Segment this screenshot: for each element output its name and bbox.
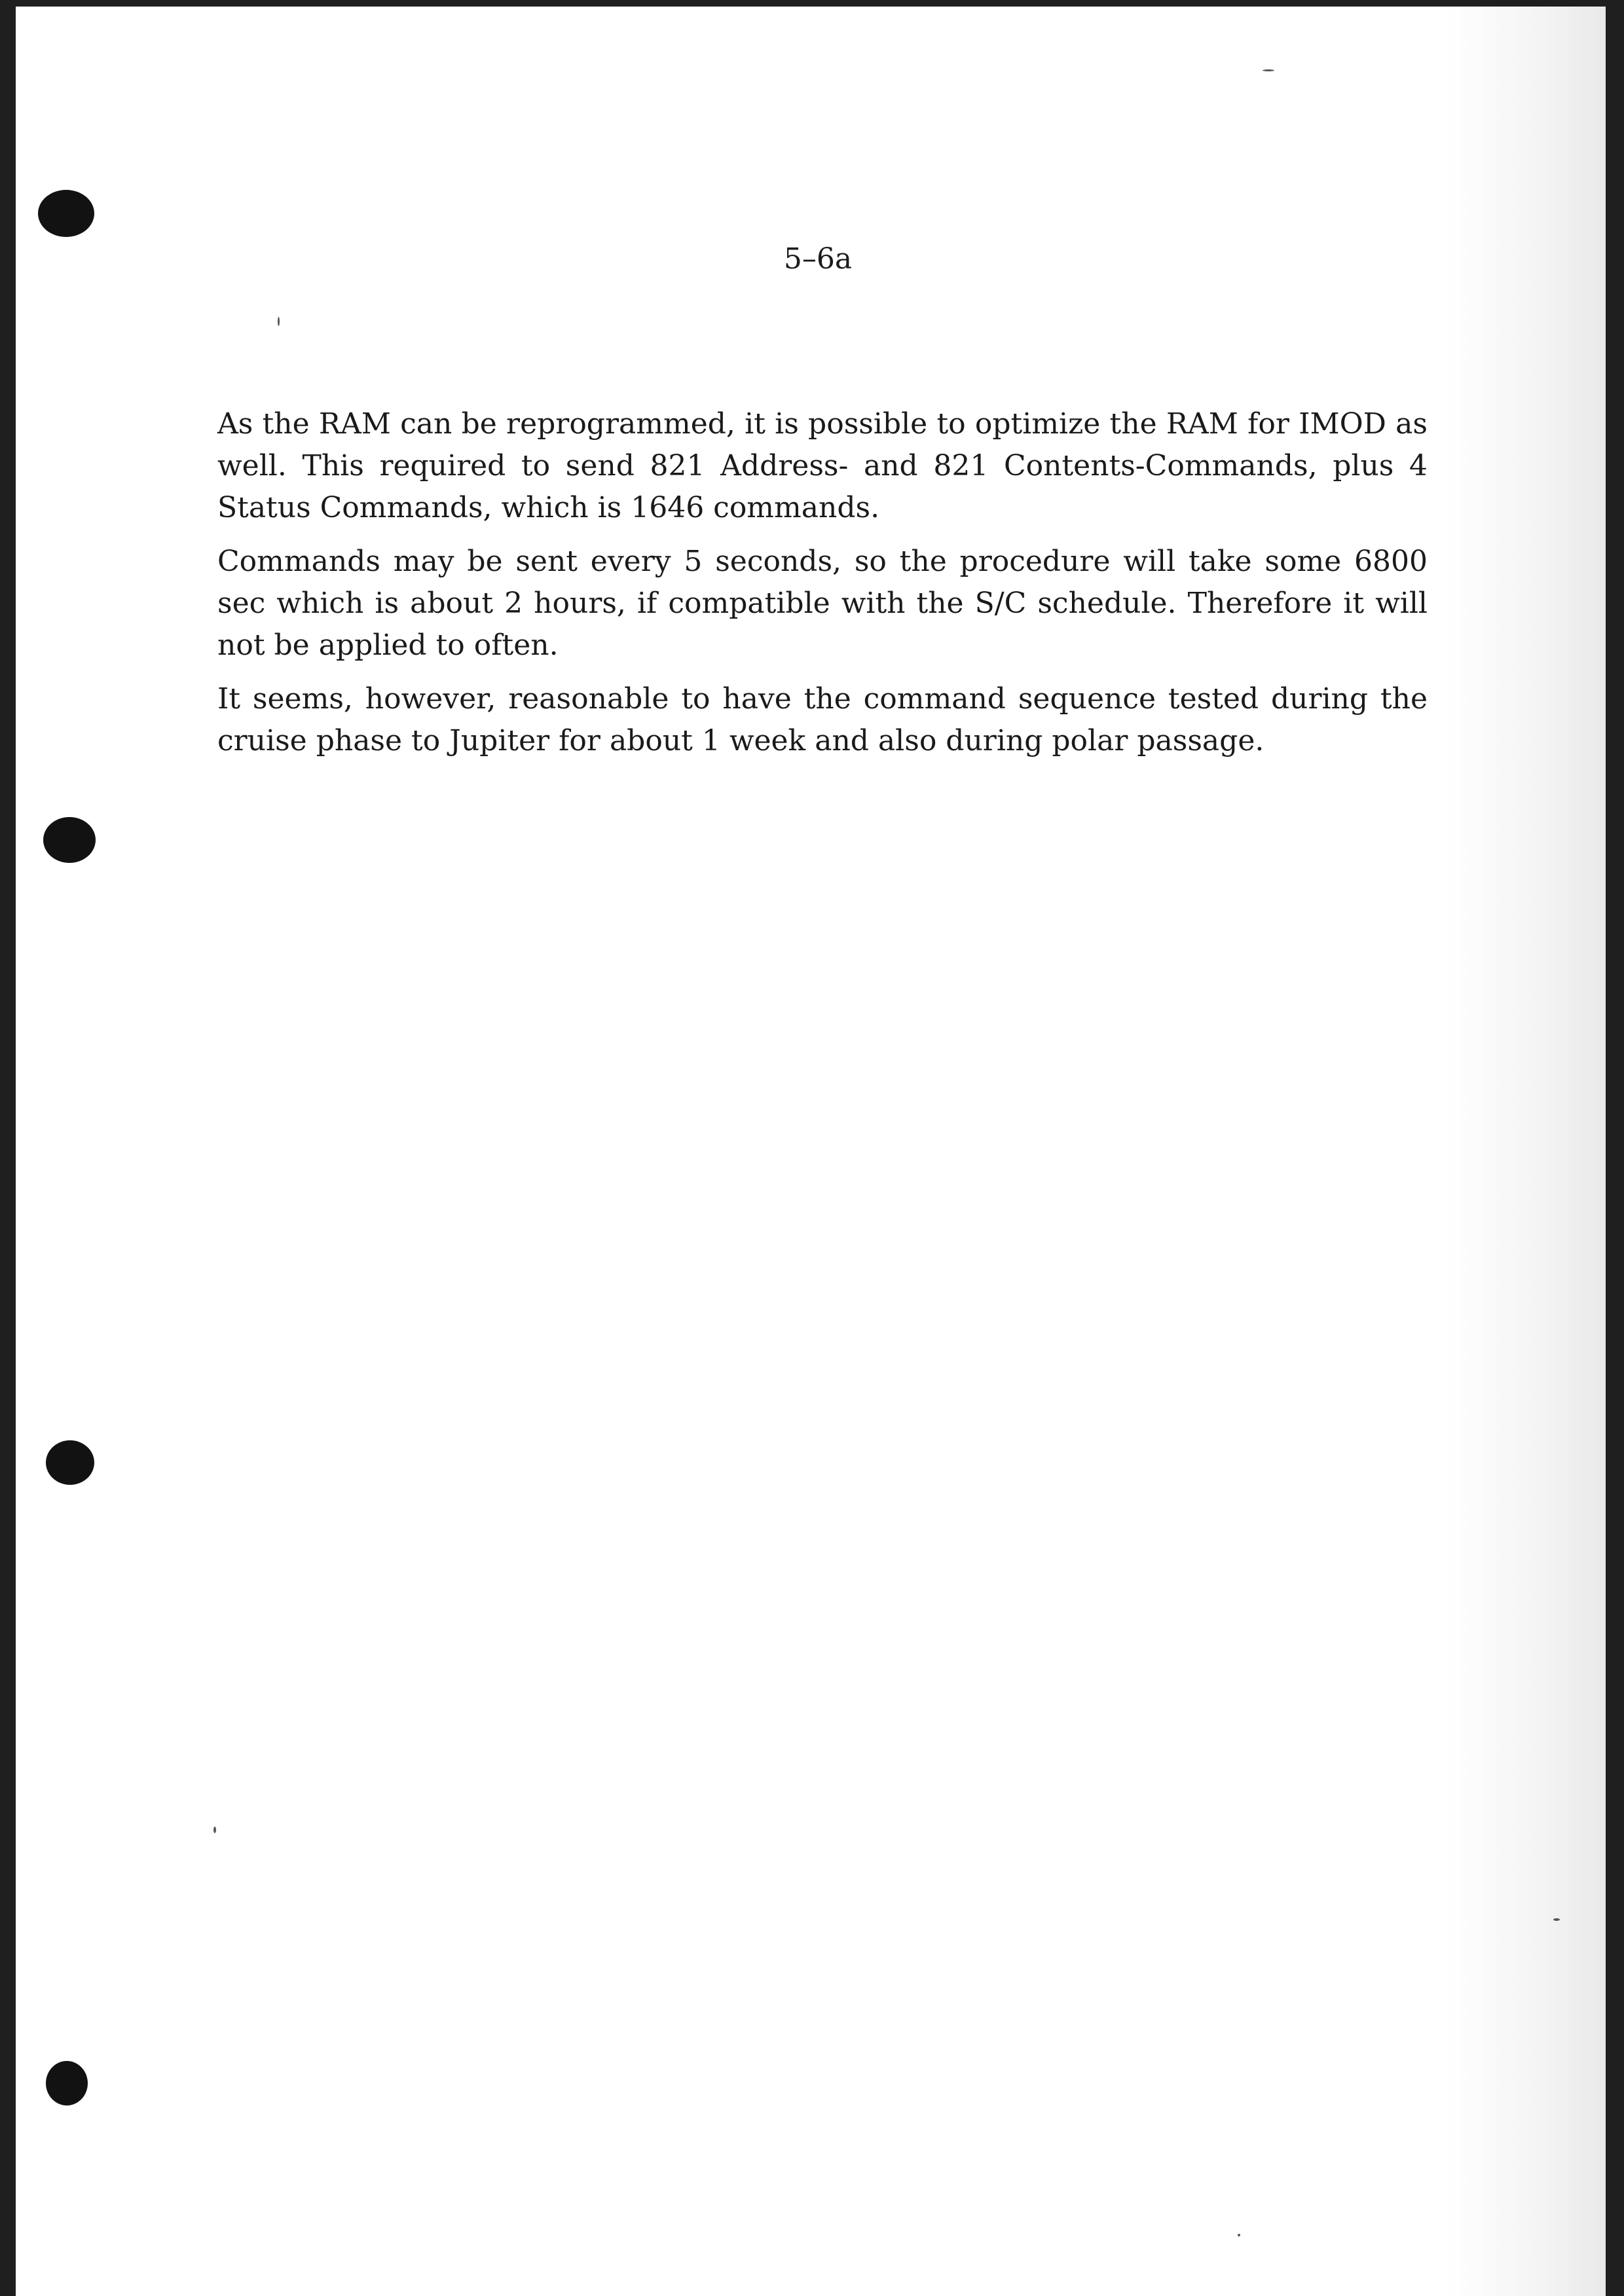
punch-hole: [43, 817, 96, 863]
scan-speck: [1238, 2234, 1240, 2236]
scan-speck: [1263, 69, 1274, 71]
scan-speck: [213, 1827, 216, 1833]
body-text: [217, 403, 1428, 774]
paragraph-testing-plan: It seems, however, reasonable to have the command sequence tested during the cruise phase to Jupiter for about 1 week and also during polar passage.: [217, 682, 1428, 757]
punch-hole: [38, 190, 94, 237]
paper-sheet: [16, 7, 1606, 2296]
punch-hole: [46, 2061, 88, 2105]
paragraph-command-timing: Commands may be sent every 5 seconds, so the procedure will take some 6800 sec which is about 2 hours, if compatible with the S/C schedule. Therefore it will not be applied to often.: [217, 545, 1428, 662]
scan-speck: [278, 317, 280, 326]
page-number: 5–6a: [783, 242, 853, 276]
scan-speck: [1553, 1918, 1560, 1921]
punch-hole: [46, 1440, 94, 1485]
paragraph-ram-reprogramming: As the RAM can be reprogrammed, it is possible to optimize the RAM for IMOD as well. This required to send 821 Address- and 821 Contents-Commands, plus 4 Status Commands, which is 1646 commands.: [217, 407, 1428, 524]
